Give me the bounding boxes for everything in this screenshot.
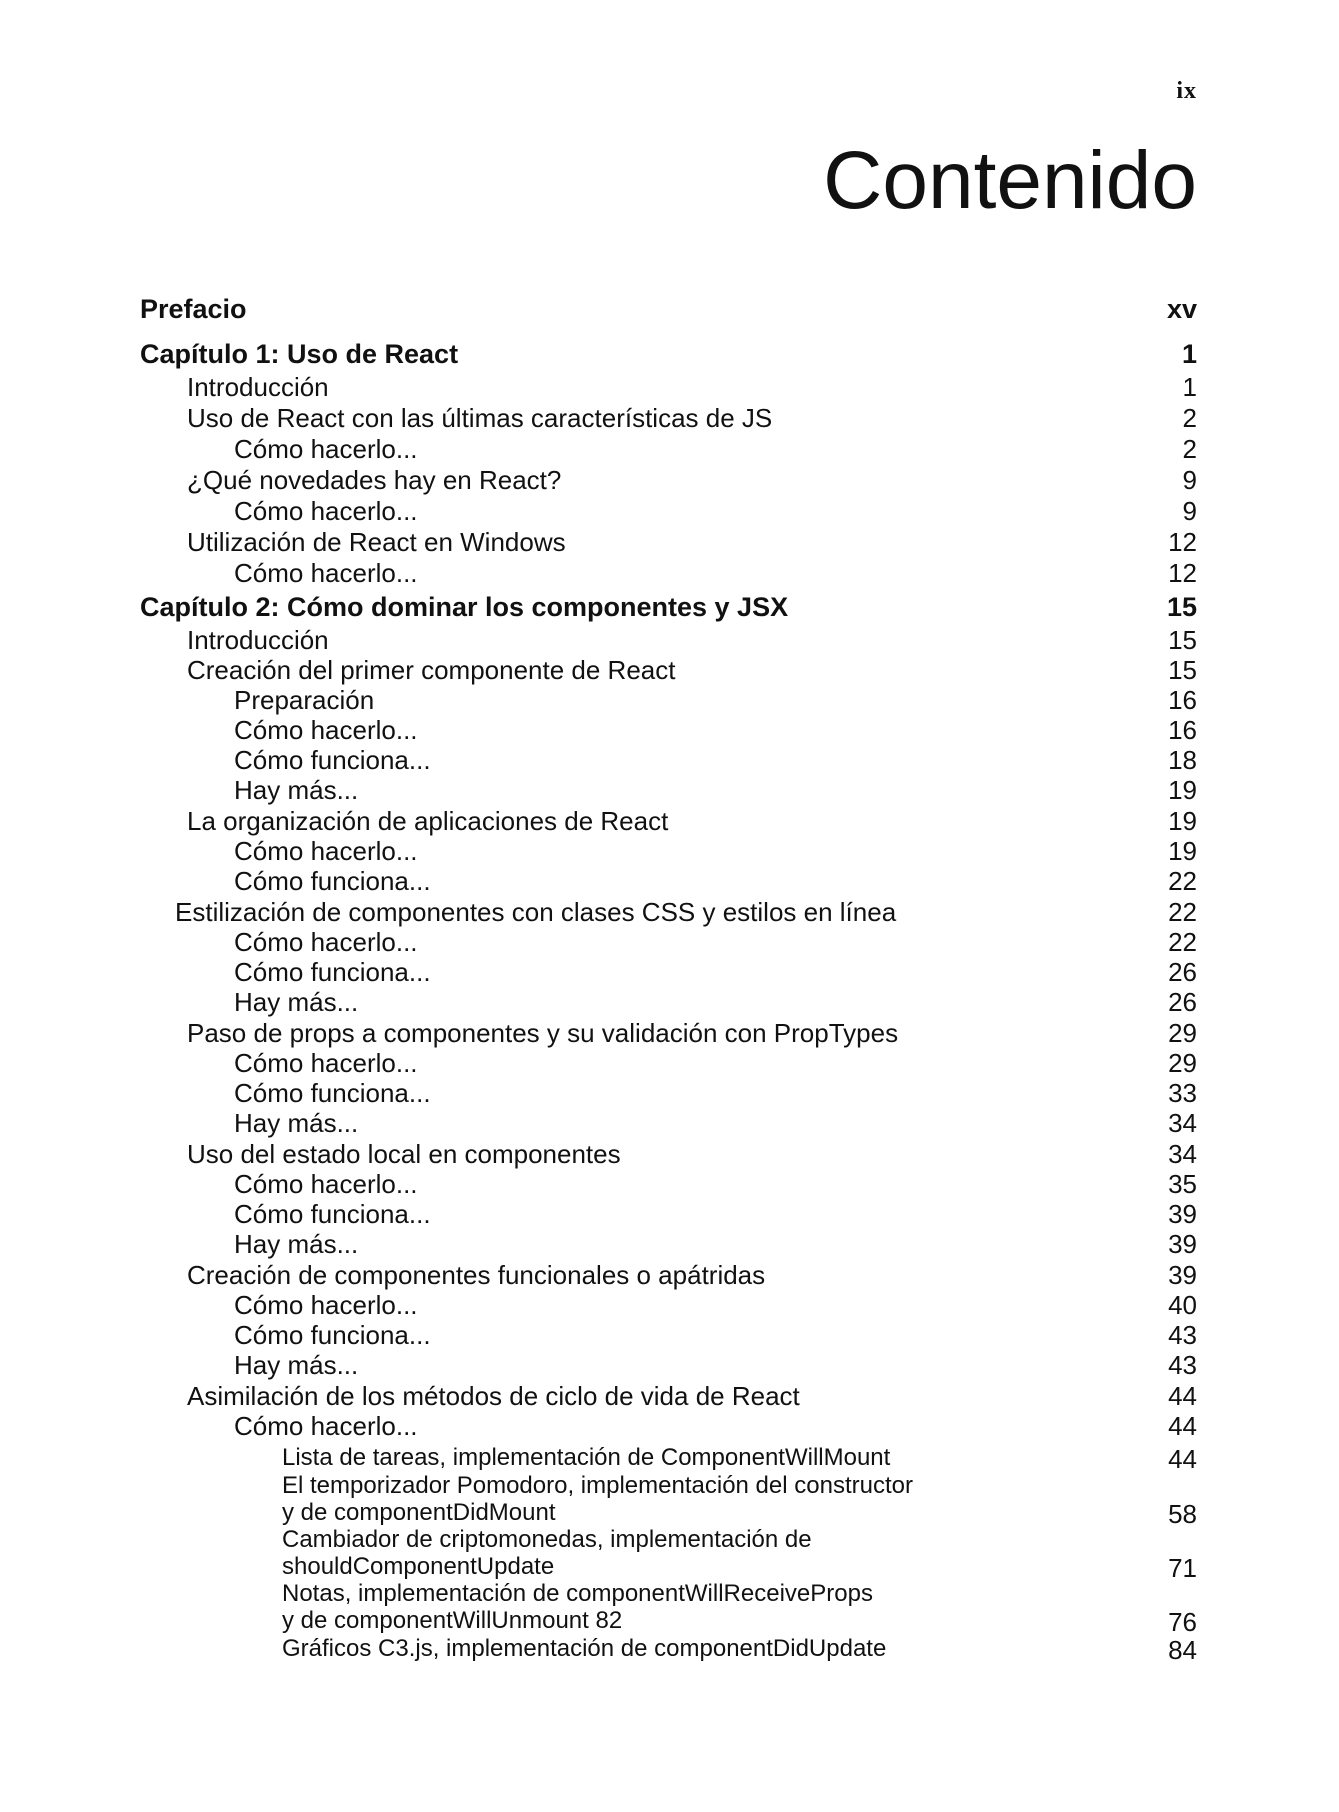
toc-row bbox=[0, 899, 1339, 929]
toc-entry-title: Prefacio bbox=[140, 294, 247, 324]
toc-entry-title: Asimilación de los métodos de ciclo de vida de React bbox=[187, 1381, 800, 1411]
toc-entry-title: Notas, implementación de componentWillReceiveProps bbox=[282, 1580, 873, 1607]
toc-entry-title: Cómo funciona... bbox=[234, 866, 431, 896]
toc-row bbox=[0, 529, 1339, 559]
toc-row bbox=[0, 1322, 1339, 1352]
toc-row bbox=[0, 1637, 1339, 1667]
toc-row bbox=[0, 747, 1339, 777]
toc-entry-title: Cómo hacerlo... bbox=[234, 1048, 418, 1078]
toc-row bbox=[0, 560, 1339, 590]
toc-row bbox=[0, 1231, 1339, 1261]
toc-entry-page: 29 bbox=[1168, 1048, 1197, 1078]
toc-entry-page: 19 bbox=[1168, 806, 1197, 836]
toc-row bbox=[0, 1474, 1339, 1504]
toc-entry-page: 19 bbox=[1168, 836, 1197, 866]
toc-entry-page: 34 bbox=[1168, 1108, 1197, 1138]
toc-row bbox=[0, 929, 1339, 959]
toc-entry-title: Cómo hacerlo... bbox=[234, 836, 418, 866]
toc-entry-title: Hay más... bbox=[234, 1108, 359, 1138]
toc-entry-title: Cómo funciona... bbox=[234, 1078, 431, 1108]
toc-entry-page: 39 bbox=[1168, 1199, 1197, 1229]
toc-entry-title: Cómo funciona... bbox=[234, 1320, 431, 1350]
toc-chapter-row bbox=[0, 341, 1339, 371]
toc-entry-page: 39 bbox=[1168, 1260, 1197, 1290]
toc-entry-page: 71 bbox=[1168, 1553, 1197, 1583]
toc-entry-page: 9 bbox=[1182, 496, 1197, 526]
toc-entry-title: Capítulo 1: Uso de React bbox=[140, 339, 459, 369]
toc-row bbox=[0, 467, 1339, 497]
toc-row bbox=[0, 1020, 1339, 1050]
toc-row bbox=[0, 1383, 1339, 1413]
toc-entry-page: 84 bbox=[1168, 1635, 1197, 1665]
toc-entry-page: 44 bbox=[1168, 1411, 1197, 1441]
toc-entry-title: ¿Qué novedades hay en React? bbox=[187, 465, 562, 495]
toc-row bbox=[0, 959, 1339, 989]
toc-entry-title: Cómo funciona... bbox=[234, 745, 431, 775]
toc-entry-page: 76 bbox=[1168, 1607, 1197, 1637]
toc-row bbox=[0, 498, 1339, 528]
toc-entry-title: Cambiador de criptomonedas, implementación de bbox=[282, 1526, 812, 1553]
toc-entry-title: El temporizador Pomodoro, implementación del constructor bbox=[282, 1472, 913, 1499]
toc-chapter-row bbox=[0, 296, 1339, 326]
toc-row bbox=[0, 436, 1339, 466]
toc-entry-page: 43 bbox=[1168, 1320, 1197, 1350]
toc-row bbox=[0, 1413, 1339, 1443]
toc-row bbox=[0, 1528, 1339, 1558]
toc-entry-page: 22 bbox=[1168, 866, 1197, 896]
toc-entry-page: 15 bbox=[1166, 592, 1197, 622]
toc-entry-title: Cómo hacerlo... bbox=[234, 1169, 418, 1199]
toc-row bbox=[0, 777, 1339, 807]
toc-row bbox=[0, 1201, 1339, 1231]
toc-entry-page: 22 bbox=[1168, 897, 1197, 927]
toc-entry-title: Cómo funciona... bbox=[234, 957, 431, 987]
toc-entry-page: 43 bbox=[1168, 1350, 1197, 1380]
toc-entry-title: y de componentDidMount bbox=[282, 1499, 556, 1526]
toc-entry-title: Cómo hacerlo... bbox=[234, 1411, 418, 1441]
toc-row bbox=[0, 627, 1339, 657]
toc-row bbox=[0, 405, 1339, 435]
toc-entry-page: 44 bbox=[1168, 1381, 1197, 1411]
toc-entry-page: 16 bbox=[1168, 715, 1197, 745]
toc-entry-page: xv bbox=[1166, 294, 1197, 324]
toc-entry-title: Cómo hacerlo... bbox=[234, 434, 418, 464]
toc-row bbox=[0, 1080, 1339, 1110]
toc-entry-title: Hay más... bbox=[234, 1229, 359, 1259]
toc-row bbox=[0, 687, 1339, 717]
page-title: Contenido bbox=[823, 135, 1197, 226]
toc-entry-page: 26 bbox=[1168, 957, 1197, 987]
toc-entry-title: Introducción bbox=[187, 372, 329, 402]
toc-entry-page: 12 bbox=[1168, 558, 1197, 588]
toc-entry-page: 40 bbox=[1168, 1290, 1197, 1320]
toc-row bbox=[0, 1110, 1339, 1140]
toc-entry-title: Lista de tareas, implementación de ComponentWillMount bbox=[282, 1444, 891, 1471]
toc-entry-title: Cómo funciona... bbox=[234, 1199, 431, 1229]
toc-entry-page: 19 bbox=[1168, 775, 1197, 805]
toc-entry-page: 12 bbox=[1168, 527, 1197, 557]
toc-entry-title: Paso de props a componentes y su validación con PropTypes bbox=[187, 1018, 899, 1048]
toc-entry-page: 35 bbox=[1168, 1169, 1197, 1199]
toc-entry-title: Hay más... bbox=[234, 1350, 359, 1380]
toc-entry-title: Utilización de React en Windows bbox=[187, 527, 566, 557]
toc-entry-page: 16 bbox=[1168, 685, 1197, 715]
toc-entry-page: 58 bbox=[1168, 1499, 1197, 1529]
toc-row bbox=[0, 1171, 1339, 1201]
toc-row bbox=[0, 657, 1339, 687]
toc-entry-page: 44 bbox=[1168, 1444, 1197, 1474]
toc-entry-page: 22 bbox=[1168, 927, 1197, 957]
toc-row bbox=[0, 868, 1339, 898]
toc-entry-title: y de componentWillUnmount 82 bbox=[282, 1607, 623, 1634]
toc-row bbox=[0, 1352, 1339, 1382]
toc-row bbox=[0, 989, 1339, 1019]
toc-row bbox=[0, 1292, 1339, 1322]
toc-entry-page: 15 bbox=[1168, 625, 1197, 655]
toc-chapter-row bbox=[0, 594, 1339, 624]
toc-row bbox=[0, 1141, 1339, 1171]
toc-row bbox=[0, 1262, 1339, 1292]
toc-entry-title: Introducción bbox=[187, 625, 329, 655]
toc-entry-title: Hay más... bbox=[234, 775, 359, 805]
toc-row bbox=[0, 1050, 1339, 1080]
toc-entry-title: La organización de aplicaciones de React bbox=[187, 806, 669, 836]
toc-entry-title: Cómo hacerlo... bbox=[234, 715, 418, 745]
toc-entry-title: Preparación bbox=[234, 685, 375, 715]
toc-entry-page: 2 bbox=[1182, 403, 1197, 433]
toc-entry-title: Creación del primer componente de React bbox=[187, 655, 676, 685]
toc-entry-title: Creación de componentes funcionales o apátridas bbox=[187, 1260, 766, 1290]
toc-entry-title: Hay más... bbox=[234, 987, 359, 1017]
toc-entry-page: 34 bbox=[1168, 1139, 1197, 1169]
page-number: ix bbox=[1176, 78, 1197, 104]
toc-row bbox=[0, 374, 1339, 404]
toc-entry-title: Uso del estado local en componentes bbox=[187, 1139, 621, 1169]
toc-entry-title: Gráficos C3.js, implementación de componentDidUpdate bbox=[282, 1635, 887, 1662]
toc-row bbox=[0, 808, 1339, 838]
toc-entry-page: 15 bbox=[1168, 655, 1197, 685]
toc-entry-page: 18 bbox=[1168, 745, 1197, 775]
toc-entry-page: 33 bbox=[1168, 1078, 1197, 1108]
toc-entry-title: Estilización de componentes con clases CSS y estilos en línea bbox=[175, 897, 897, 927]
toc-entry-title: Cómo hacerlo... bbox=[234, 1290, 418, 1320]
toc-row bbox=[0, 838, 1339, 868]
toc-entry-title: shouldComponentUpdate bbox=[282, 1553, 555, 1580]
toc-entry-title: Cómo hacerlo... bbox=[234, 496, 418, 526]
toc-entry-page: 9 bbox=[1182, 465, 1197, 495]
toc-entry-page: 1 bbox=[1182, 372, 1197, 402]
toc-entry-title: Uso de React con las últimas características de JS bbox=[187, 403, 773, 433]
toc-entry-title: Cómo hacerlo... bbox=[234, 558, 418, 588]
toc-row bbox=[0, 1582, 1339, 1612]
toc-entry-page: 26 bbox=[1168, 987, 1197, 1017]
toc-row bbox=[0, 717, 1339, 747]
toc-entry-page: 2 bbox=[1182, 434, 1197, 464]
toc-entry-title: Capítulo 2: Cómo dominar los componentes y JSX bbox=[140, 592, 789, 622]
toc-entry-page: 1 bbox=[1181, 339, 1197, 369]
toc-entry-title: Cómo hacerlo... bbox=[234, 927, 418, 957]
toc-entry-page: 29 bbox=[1168, 1018, 1197, 1048]
toc-entry-page: 39 bbox=[1168, 1229, 1197, 1259]
